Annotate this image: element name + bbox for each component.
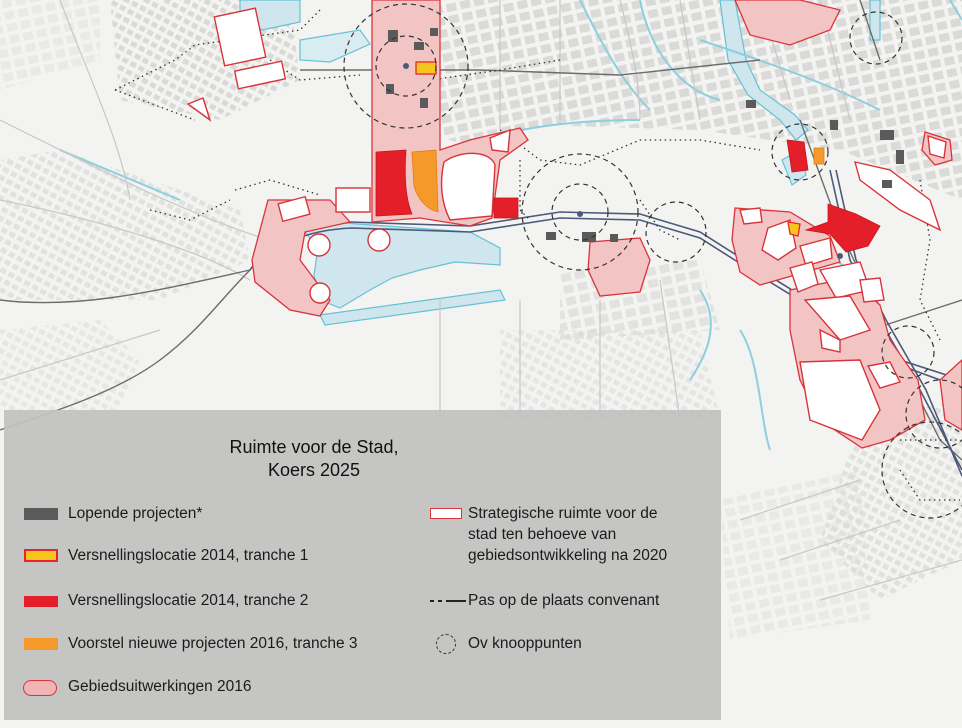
legend-swatch-tranche-2 xyxy=(24,596,58,607)
legend-label-convenant: Pas op de plaats convenant xyxy=(468,592,660,609)
map-legend xyxy=(4,410,721,720)
legend-label-lopende-projecten: Lopende projecten* xyxy=(68,505,203,522)
legend-label-strategische-ruimte-3: gebiedsontwikkeling na 2020 xyxy=(468,547,668,564)
legend-label-tranche-1: Versnellingslocatie 2014, tranche 1 xyxy=(68,547,309,564)
legend-swatch-tranche-1 xyxy=(24,549,58,562)
legend-swatch-ov-knooppunten xyxy=(436,634,456,654)
legend-label-gebiedsuitwerkingen: Gebiedsuitwerkingen 2016 xyxy=(68,678,252,695)
legend-label-tranche-2: Versnellingslocatie 2014, tranche 2 xyxy=(68,592,309,609)
legend-label-tranche-3: Voorstel nieuwe projecten 2016, tranche 3 xyxy=(68,635,358,652)
legend-swatch-tranche-3 xyxy=(24,638,58,650)
legend-title-line-1: Ruimte voor de Stad, xyxy=(229,437,399,457)
legend-label-strategische-ruimte-2: stad ten behoeve van xyxy=(468,526,617,543)
legend-label-strategische-ruimte-1: Strategische ruimte voor de xyxy=(468,505,658,522)
legend-swatch-strategische-ruimte xyxy=(430,508,462,519)
legend-label-ov-knooppunten: Ov knooppunten xyxy=(468,635,582,652)
legend-title xyxy=(4,436,624,482)
legend-title-line-2: Koers 2025 xyxy=(267,460,361,480)
legend-swatch-convenant xyxy=(430,600,466,602)
legend-swatch-gebiedsuitwerkingen xyxy=(23,680,57,696)
legend-swatch-lopende-projecten xyxy=(24,508,58,520)
